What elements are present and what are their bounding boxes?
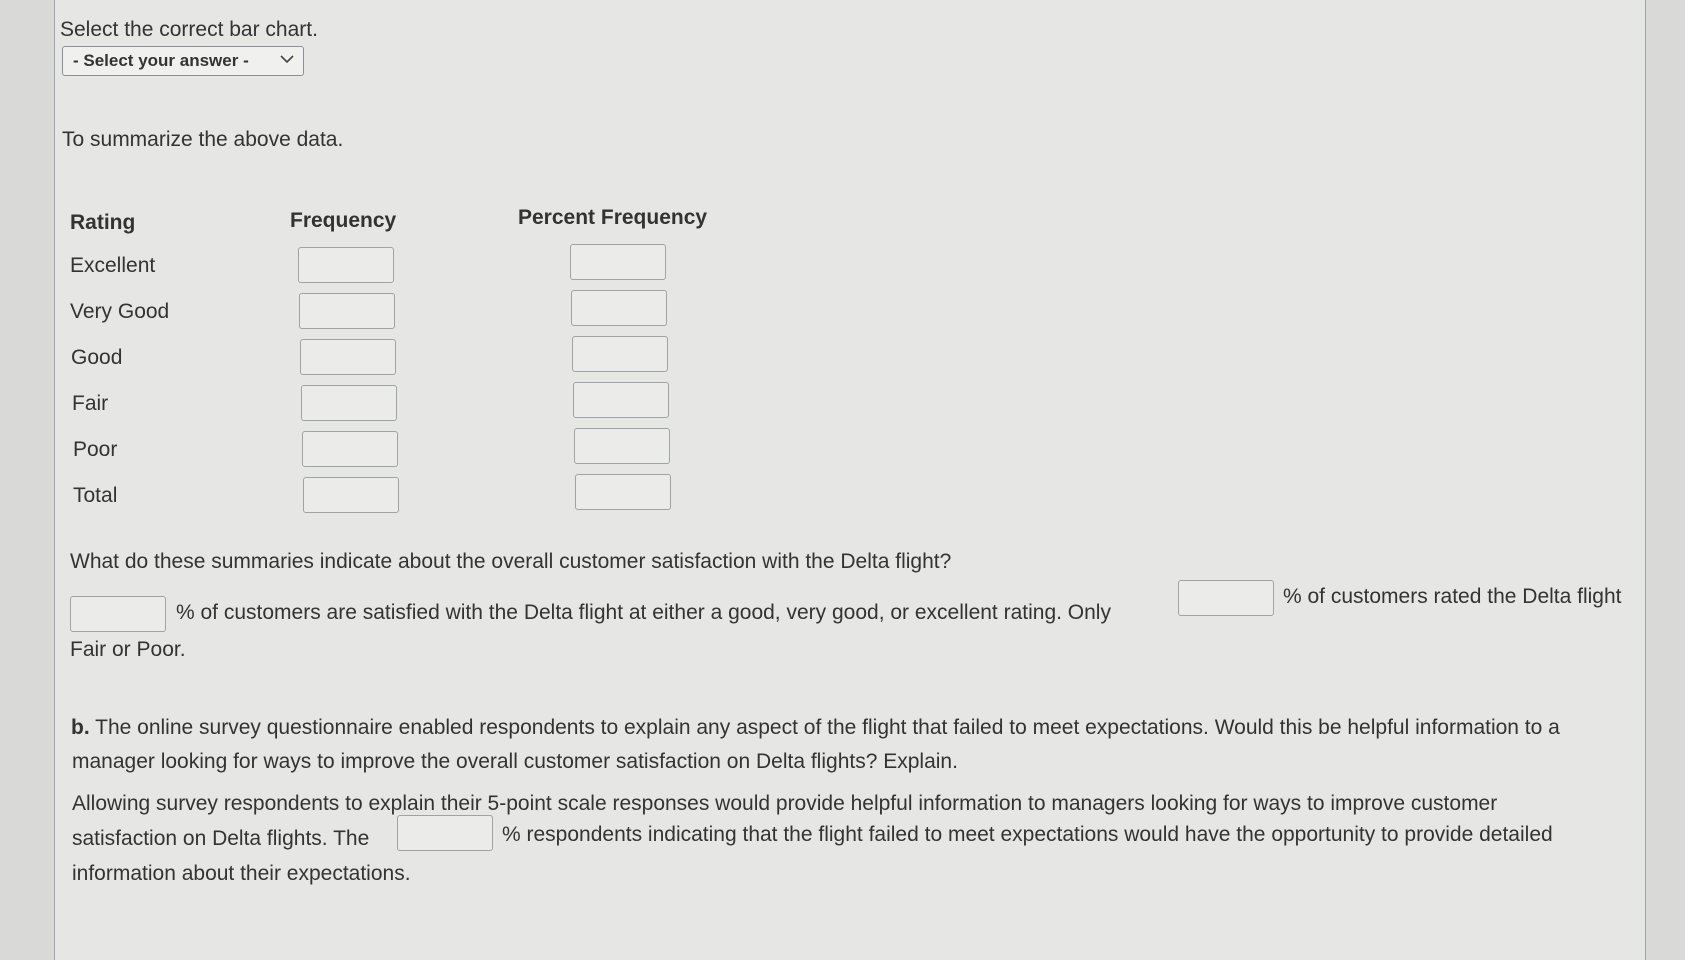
part-b-question-line2: manager looking for ways to improve the overall customer satisfaction on Delta flights? Explain.	[72, 750, 958, 773]
bar-chart-select-label: - Select your answer -	[73, 51, 249, 70]
row-label-total: Total	[73, 484, 118, 507]
satisfaction-sentence-part1: % of customers are satisfied with the Delta flight at either a good, very good, or excellent rating. Only	[176, 601, 1111, 624]
part-b-answer-line2-pre: satisfaction on Delta flights. The	[72, 827, 370, 850]
satisfaction-sentence-part2: % of customers rated the Delta flight	[1283, 585, 1622, 608]
frequency-input-poor[interactable]	[302, 431, 398, 467]
row-label-excellent: Excellent	[70, 254, 156, 277]
satisfied-percent-input[interactable]	[70, 596, 166, 632]
bar-chart-prompt: Select the correct bar chart.	[60, 18, 318, 41]
satisfaction-question: What do these summaries indicate about the overall customer satisfaction with the Delta flight?	[70, 550, 952, 573]
percent-input-poor[interactable]	[574, 428, 670, 464]
percent-input-very-good[interactable]	[571, 290, 667, 326]
fair-poor-percent-input[interactable]	[1178, 580, 1274, 616]
part-b-answer-line3: information about their expectations.	[72, 862, 411, 885]
part-b-answer-line2-post: % respondents indicating that the flight failed to meet expectations would have the opportunity to provide detailed	[502, 823, 1553, 846]
satisfaction-sentence-part3: Fair or Poor.	[70, 638, 186, 661]
part-b-line1-text: The online survey questionnaire enabled respondents to explain any aspect of the flight that failed to meet expectations. Would this be helpful information to a	[95, 716, 1560, 739]
bar-chart-select[interactable]	[62, 46, 304, 76]
header-percent-frequency: Percent Frequency	[518, 206, 708, 229]
percent-input-total[interactable]	[575, 474, 671, 510]
chevron-down-icon	[279, 51, 295, 67]
header-rating: Rating	[70, 211, 136, 234]
part-b-answer-line1: Allowing survey respondents to explain their 5-point scale responses would provide helpful information to managers looking for ways to improve customer	[72, 792, 1498, 815]
frequency-input-excellent[interactable]	[298, 247, 394, 283]
header-frequency: Frequency	[290, 209, 397, 232]
percent-input-excellent[interactable]	[570, 244, 666, 280]
row-label-good: Good	[71, 346, 123, 369]
percent-input-good[interactable]	[572, 336, 668, 372]
row-label-fair: Fair	[72, 392, 109, 415]
percent-input-fair[interactable]	[573, 382, 669, 418]
part-b-marker: b.	[71, 716, 90, 739]
row-label-very-good: Very Good	[70, 300, 170, 323]
frequency-input-total[interactable]	[303, 477, 399, 513]
part-b-question-line1	[71, 716, 1560, 740]
summary-intro: To summarize the above data.	[62, 128, 344, 151]
frequency-input-good[interactable]	[300, 339, 396, 375]
failed-expectations-percent-input[interactable]	[397, 815, 493, 851]
frequency-input-fair[interactable]	[301, 385, 397, 421]
frequency-input-very-good[interactable]	[299, 293, 395, 329]
row-label-poor: Poor	[73, 438, 118, 461]
